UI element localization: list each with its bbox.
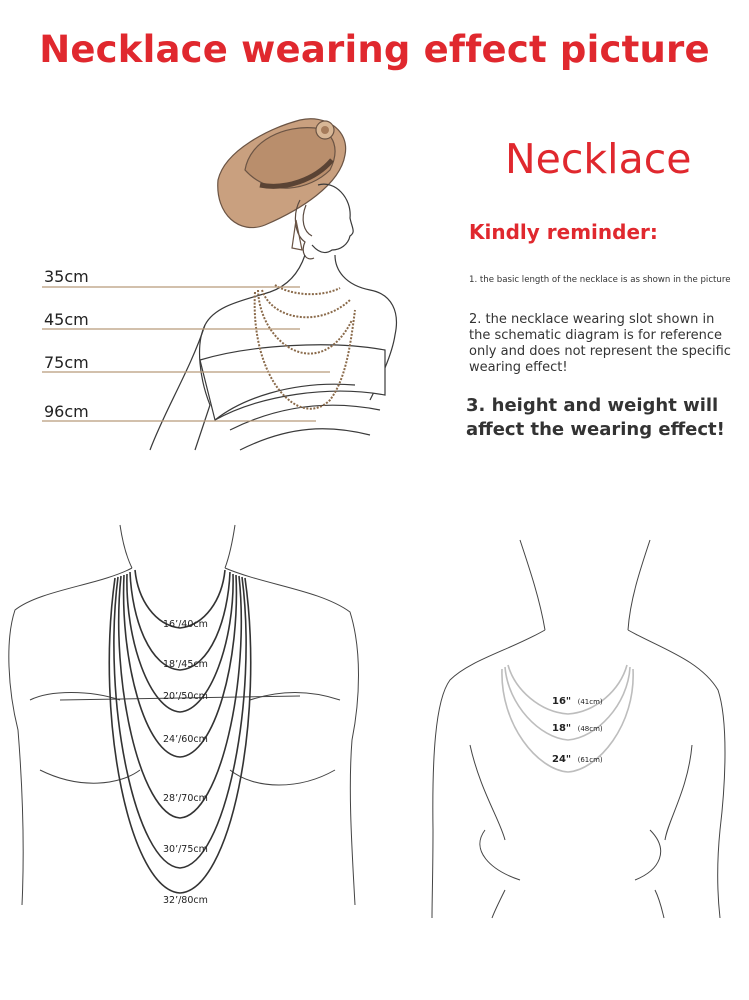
note-3: 3. height and weight will affect the wearing effect! bbox=[466, 395, 725, 440]
length-label: 28’/70cm bbox=[163, 793, 208, 804]
page-title: Necklace wearing effect picture bbox=[39, 28, 710, 71]
length-label: 24’/60cm bbox=[163, 734, 208, 745]
necklace-heading: Necklace bbox=[505, 135, 692, 183]
length-label: 75cm bbox=[44, 353, 89, 372]
cm-value: (41cm) bbox=[577, 698, 603, 706]
length-label bbox=[552, 723, 603, 734]
right-length-labels bbox=[552, 696, 603, 765]
top-length-labels bbox=[44, 267, 89, 421]
length-label bbox=[552, 696, 603, 707]
length-label: 45cm bbox=[44, 310, 89, 329]
cm-value: (61cm) bbox=[577, 756, 603, 764]
length-label: 96cm bbox=[44, 402, 89, 421]
reminder-label: Kindly reminder: bbox=[469, 220, 658, 244]
length-label: 32’/80cm bbox=[163, 895, 208, 906]
woman-hat-illustration bbox=[150, 119, 396, 450]
note-2: 2. the necklace wearing slot shown in the schematic diagram is for reference only and does not represent the specific wearing effect! bbox=[469, 312, 731, 375]
length-label bbox=[552, 754, 603, 765]
length-label: 18’/45cm bbox=[163, 659, 208, 670]
left-length-labels bbox=[163, 619, 208, 906]
length-label: 30’/75cm bbox=[163, 844, 208, 855]
note-1: 1. the basic length of the necklace is as shown in the picture bbox=[469, 275, 731, 285]
inch-value: 16" bbox=[552, 696, 572, 707]
inch-value: 18" bbox=[552, 723, 572, 734]
cm-value: (48cm) bbox=[577, 725, 603, 733]
length-label: 16’/40cm bbox=[163, 619, 208, 630]
length-label: 35cm bbox=[44, 267, 89, 286]
length-label: 20’/50cm bbox=[163, 691, 208, 702]
inch-value: 24" bbox=[552, 754, 572, 765]
